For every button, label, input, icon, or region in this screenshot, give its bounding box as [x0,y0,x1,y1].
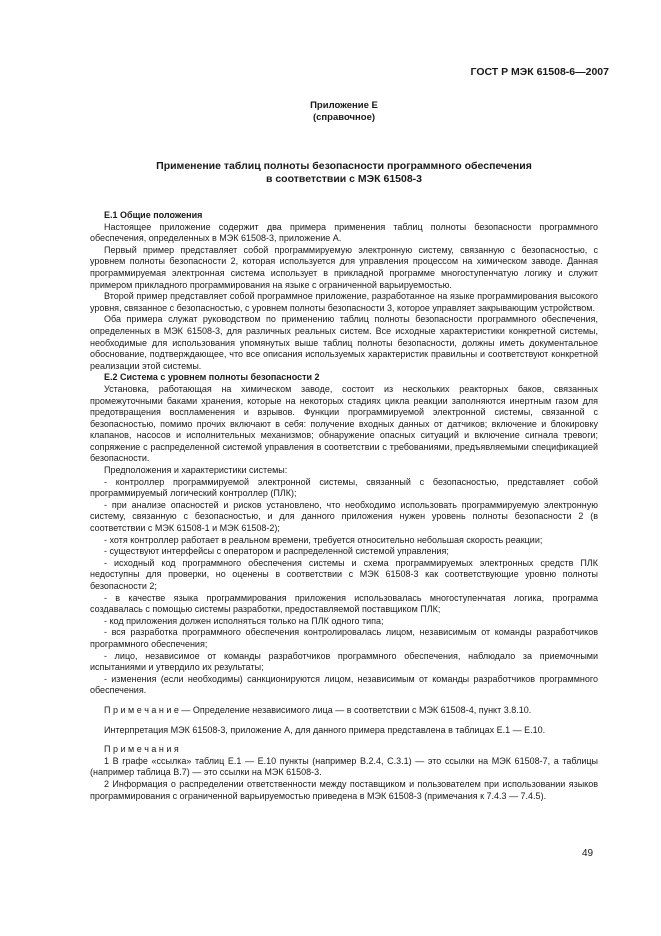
note-item: 1 В графе «ссылка» таблиц Е.1 — Е.10 пункты (например В.2.4, С.3.1) — это ссылки на МЭК 61508-7, а таблицы (например таблица В.7) — это ссылки на МЭК 61508-3. [90,755,598,778]
list-item: - вся разработка программного обеспечения контролировалась лицом, независимым от команды разработчиков программного обеспечения; [90,627,598,649]
paragraph: Второй пример представляет собой программное приложение, разработанное на языке программирования высокого уровня, связанное с безопасностью, с уровнем полноты безопасности 3, которое управляет закрывающим устройством. [90,291,598,313]
body-text [90,210,598,802]
appendix-heading [90,100,598,124]
page-content [90,100,598,802]
appendix-type: (справочное) [312,112,376,123]
paragraph: Предположения и характеристики системы: [104,465,288,476]
document-code: ГОСТ Р МЭК 61508-6—2007 [470,66,609,78]
appendix-label: Приложение Е [310,100,378,111]
list-item: - контроллер программируемой электронной системы, связанный с безопасностью, представляет собой программируемый логический контроллер (ПЛК); [90,476,598,499]
title-line-2: в соответствии с МЭК 61508-3 [265,173,423,185]
section-heading-e1: Е.1 Общие положения [104,210,203,220]
list-item: - исходный код программного обеспечения системы и схема программируемых электронных средств ПЛК недоступны для проверки, но оценены в соответствии с МЭК 61508-3 как соответствующие уровню полноты безопасности 2; [90,557,598,591]
list-item: - существуют интерфейсы с оператором и распределенной системой управления; [104,546,449,557]
list-item: - изменения (если необходимы) санкционируются лицом, независимым от команды разработчиков программного обеспечения. [90,673,598,696]
paragraph: Интерпретация МЭК 61508-3, приложение А, для данного примера представлена в таблицах Е.1 — Е.10. [104,724,546,735]
paragraph: Первый пример представляет собой программируемую электронную систему, связанную с безопасностью, с уровнем полноты безопасности 2, которая используется для управления процессом на химическом заводе. Данная программируемая электронная система использует в прикладной программе многоступенчатую логику и служит примером прикладного программирования на языке с ограниченной варьируемостью. [90,244,598,290]
title-line-1: Применение таблиц полноты безопасности программного обеспечения [156,160,532,172]
list-item: - код приложения должен исполняться только на ПЛК одного типа; [104,615,384,626]
note-item: 2 Информация о распределении ответственности между поставщиком и пользователем при использовании языков программирования с ограниченной варьируемостью приведена в МЭК 61508-3 (примечания к 7.4.3 — 7.4.5). [90,778,598,801]
notes-heading: П р и м е ч а н и я [104,744,179,755]
list-item: - при анализе опасностей и рисков установлено, что необходимо использовать программируемую электронную систему, связанную с безопасностью, и для данного приложения нужен уровень полноты безопасности 2 (в соответствии с МЭК 61508-1 и МЭК 61508-2); [90,499,598,534]
list-item: - в качестве языка программирования приложения использовалась многоступенчатая логика, программа создавалась с помощью системы разработки, предоставляемой поставщиком ПЛК; [90,592,598,615]
paragraph: Установка, работающая на химическом заводе, состоит из нескольких реакторных баков, связанных промежуточными баками хранения, которые на некоторых стадиях цикла реакции заполняются инертным газом для предотвращения воспламенения и взрывов. Функции программируемой электронной системы, связанной с безопасностью, помимо прочих включают в себя: получение входных данных от датчиков; включение и блокировку клапанов, насосов и исполнительных механизмов; обнаружение опасных ситуаций и включение сигнала тревоги; сопряжение с распределенной системой управления в соответствии с требованиями, предъявляемыми спецификацией безопасности. [90,383,598,464]
list-item: - лицо, независимое от команды разработчиков программного обеспечения, наблюдало за приемочными испытаниями и утвердило их результаты; [90,650,598,673]
page-number: 49 [582,848,594,859]
note: П р и м е ч а н и е — Определение независимого лица — в соответствии с МЭК 61508-4, пункт 3.8.10. [104,704,532,715]
paragraph: Настоящее приложение содержит два примера применения таблиц полноты безопасности программного обеспечения, определенных в МЭК 61508-3, приложение А. [90,221,598,244]
appendix-title [90,160,598,186]
list-item: - хотя контроллер работает в реальном времени, требуется относительно небольшая скорость реакции; [104,534,543,545]
section-heading-e2: Е.2 Система с уровнем полноты безопасности 2 [104,372,320,383]
paragraph: Оба примера служат руководством по применению таблиц полноты безопасности программного обеспечения, определенных в МЭК 61508-3, для различных реальных систем. Все исходные характеристики конкретной системы, необходимые для использования упомянутых выше таблиц полноты безопасности, должны иметь документальное обоснование, подтверждающее, что все описания используемых характеристик правильны и соответствуют конкретной реализации этой системы. [90,314,598,371]
